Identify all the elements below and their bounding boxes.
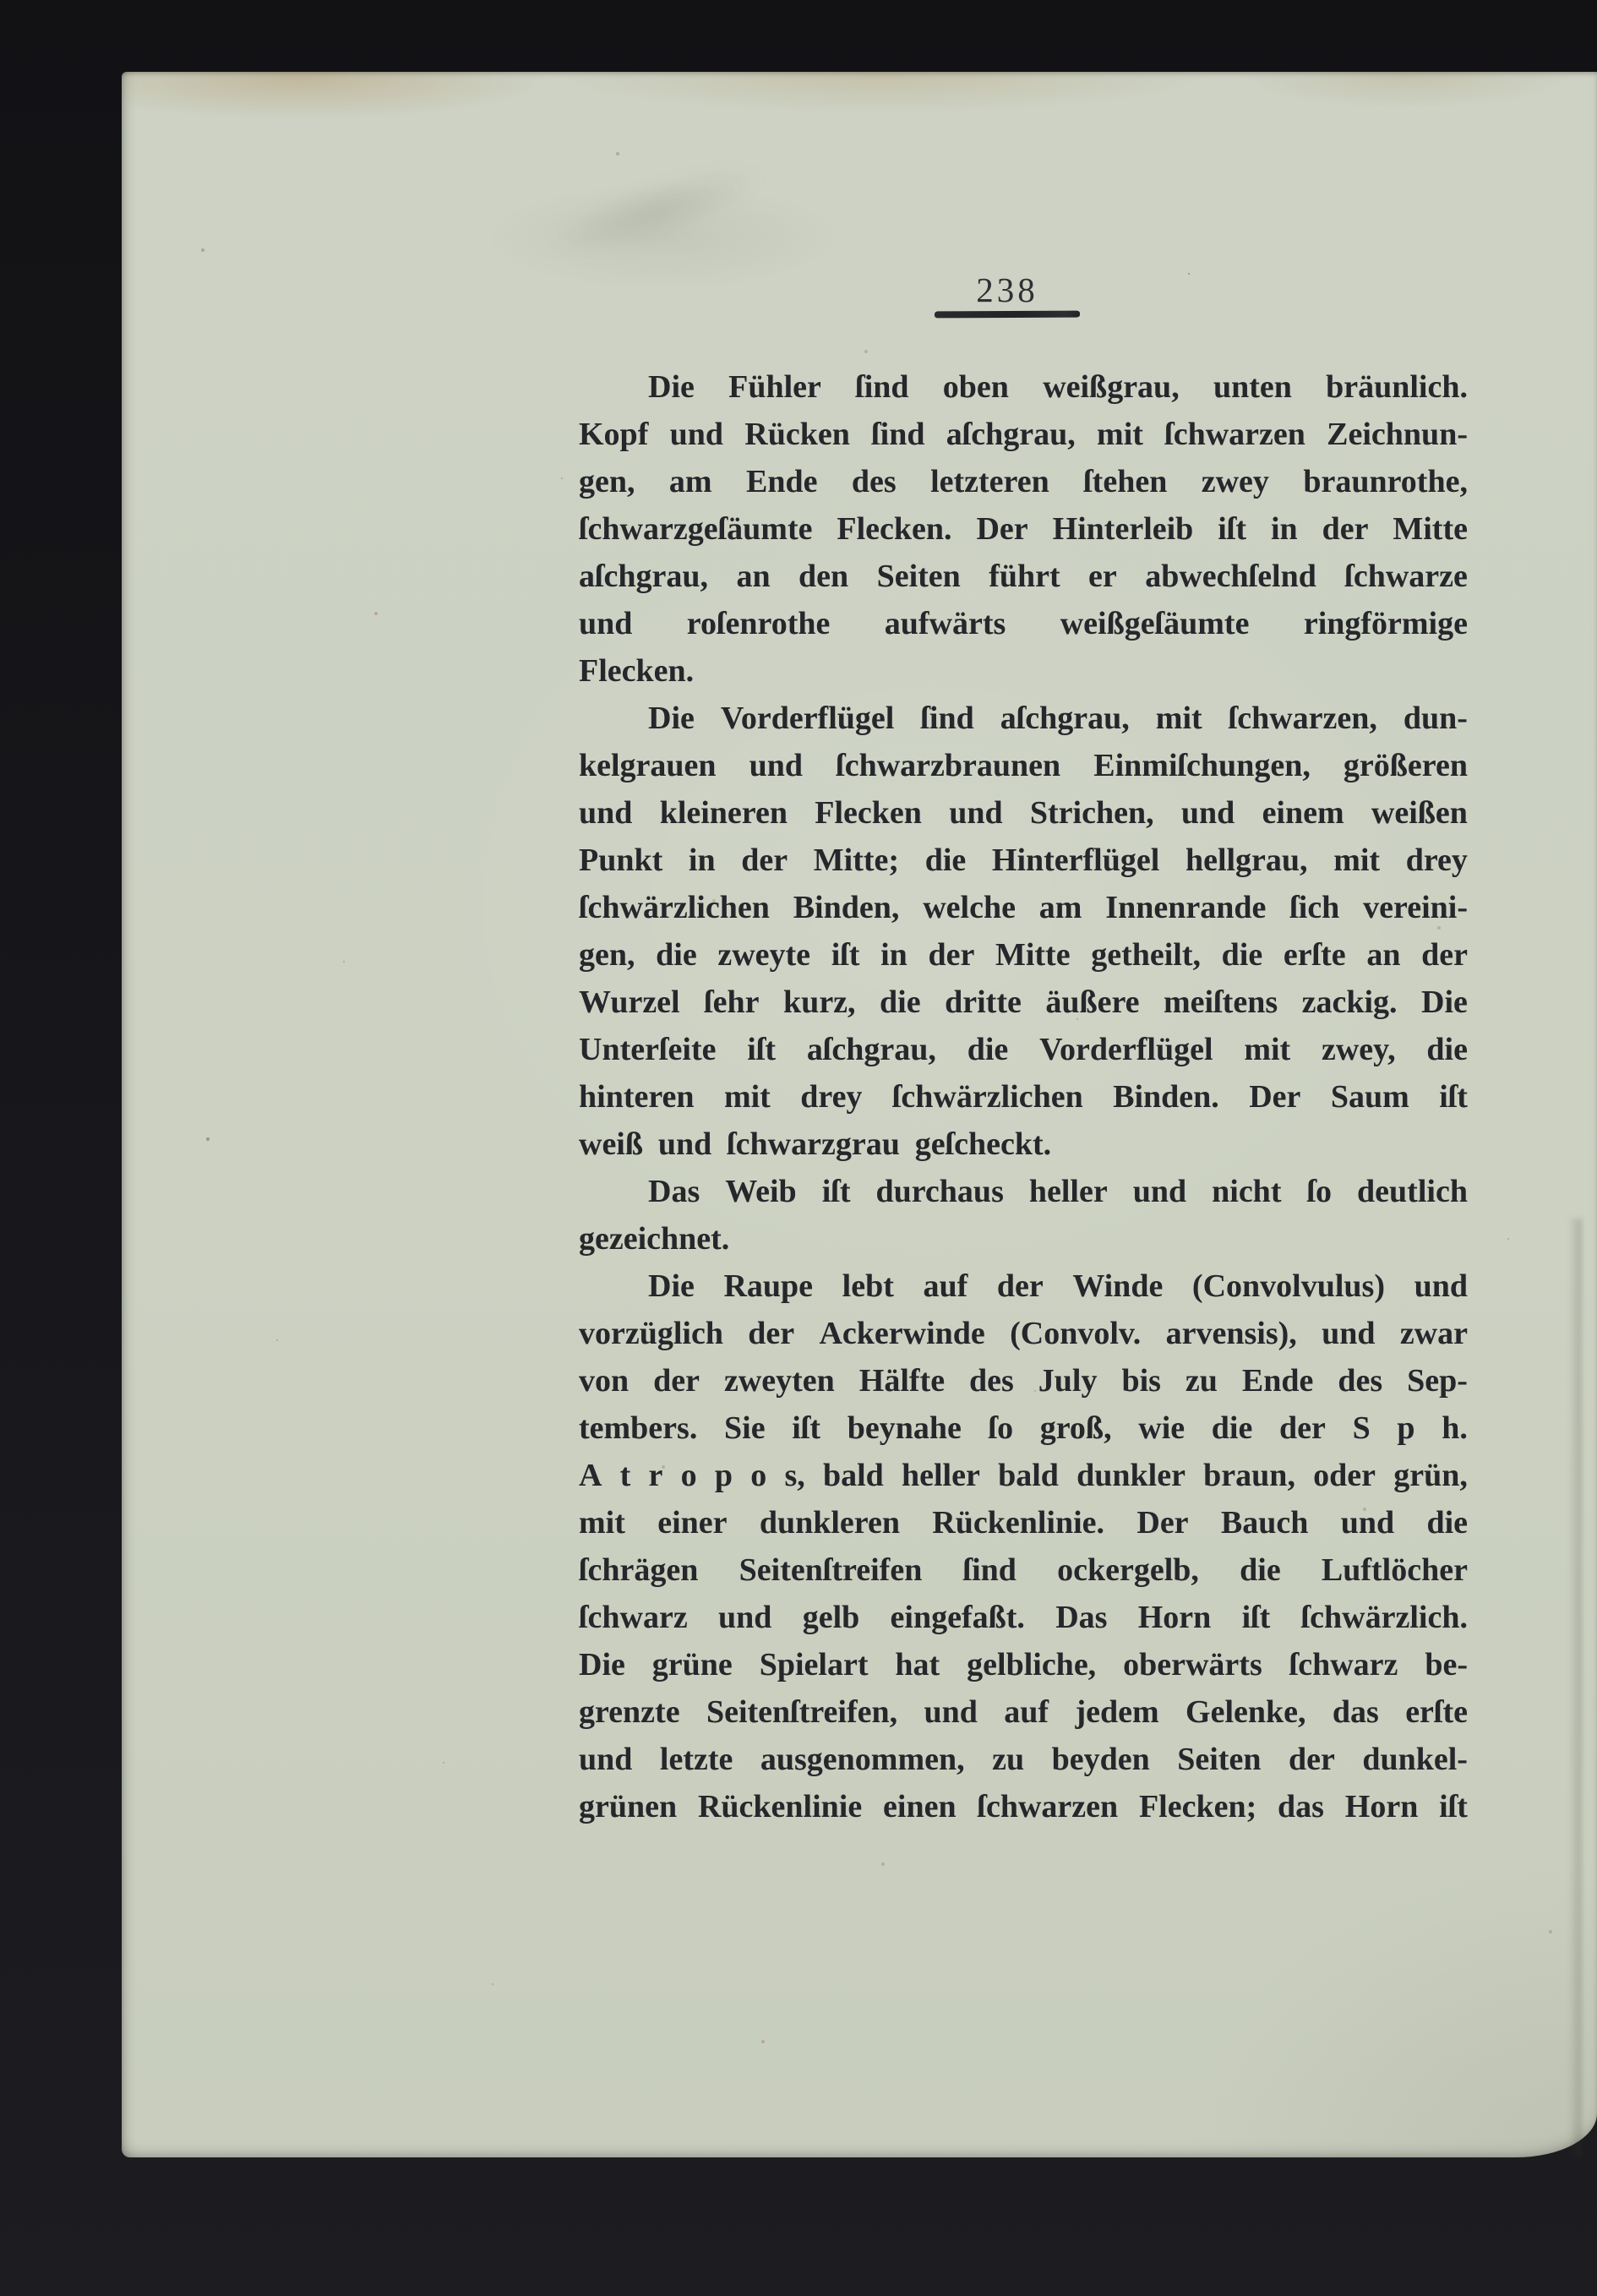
word: Rückenlinie. <box>932 1505 1105 1541</box>
word: die <box>1426 1032 1468 1067</box>
word: iſt <box>1439 1789 1468 1824</box>
word: durchaus <box>875 1174 1004 1209</box>
word: das <box>1332 1694 1379 1730</box>
word: aſchgrau, <box>579 559 709 594</box>
word: die <box>1211 1410 1253 1446</box>
word: in <box>688 843 716 878</box>
word: oben <box>942 369 1009 405</box>
word: erſte <box>1405 1694 1468 1730</box>
word: t <box>619 1458 631 1493</box>
word: oder <box>1313 1458 1376 1493</box>
word: der <box>1279 1410 1326 1446</box>
word: dritte <box>945 984 1022 1020</box>
text-line <box>579 979 1468 1026</box>
text-line <box>579 837 1468 884</box>
word: Die <box>648 701 695 736</box>
word: tembers. <box>579 1410 698 1446</box>
word: grenzte <box>579 1694 680 1730</box>
word: heller <box>1028 1174 1108 1209</box>
word: größeren <box>1343 748 1468 783</box>
word: am <box>1038 890 1082 925</box>
text-line <box>579 931 1468 979</box>
word: auf <box>1004 1694 1049 1730</box>
text-line <box>579 1168 1468 1215</box>
book-page <box>122 72 1597 2157</box>
word: Spielart <box>759 1647 869 1682</box>
word: weißgeſäumte <box>1060 606 1250 641</box>
word: A <box>579 1458 602 1493</box>
word: letzte <box>659 1742 733 1777</box>
word: Flecken. <box>837 511 952 547</box>
word: eingefaßt. <box>890 1600 1025 1635</box>
word: ſind <box>871 417 925 452</box>
word: bis <box>1121 1363 1161 1399</box>
word: Zeichnun- <box>1327 417 1468 452</box>
word: bald <box>822 1458 884 1493</box>
word: Hälfte <box>858 1363 946 1399</box>
word: Die <box>1421 984 1468 1020</box>
text-line <box>579 1263 1468 1310</box>
word: der <box>996 1268 1044 1304</box>
word: Der <box>1136 1505 1189 1541</box>
word: ringförmige <box>1303 606 1468 641</box>
word: beyden <box>1051 1742 1150 1777</box>
page-number-rule <box>935 311 1080 319</box>
word: zwey <box>1201 464 1269 499</box>
word: unten <box>1213 369 1292 405</box>
word: Mitte; <box>813 843 900 878</box>
word: braunrothe, <box>1303 464 1468 499</box>
text-line <box>579 1452 1468 1499</box>
word: ſind <box>962 1552 1017 1588</box>
word: beynahe <box>847 1410 962 1446</box>
word: zwar <box>1399 1316 1468 1351</box>
word: meiſtens <box>1164 984 1278 1020</box>
word: die <box>656 937 697 973</box>
word: weißgrau, <box>1043 369 1180 405</box>
word: Luftlöcher <box>1321 1552 1468 1588</box>
word: die <box>880 984 921 1020</box>
word: ſchwarze <box>1344 559 1468 594</box>
word: bald <box>998 1458 1059 1493</box>
word: von <box>579 1363 630 1399</box>
word: Die <box>648 1268 695 1304</box>
word: p <box>1397 1410 1415 1446</box>
paper-specks <box>122 72 123 74</box>
word: groß, <box>1039 1410 1112 1446</box>
word: ſtehen <box>1083 464 1168 499</box>
text-line: gezeichnet. <box>579 1221 730 1257</box>
word: am <box>668 464 712 499</box>
word: ſchwärzlich. <box>1300 1600 1468 1635</box>
word: Hinterflügel <box>991 843 1160 878</box>
word: hellgrau, <box>1185 843 1308 878</box>
word: der <box>1421 937 1468 973</box>
word: ſchwarzen <box>977 1789 1119 1824</box>
word: Seiten <box>1177 1742 1262 1777</box>
word: dunkleren <box>759 1505 900 1541</box>
word: ſehr <box>704 984 760 1020</box>
text-line <box>579 1499 1468 1546</box>
word: und <box>1414 1268 1468 1304</box>
word: Vorderflügel <box>720 701 895 736</box>
word: o <box>750 1458 767 1493</box>
word: Winde <box>1072 1268 1164 1304</box>
word: iſt <box>1218 511 1247 547</box>
word: Mitte <box>1393 511 1468 547</box>
word: führt <box>989 559 1060 594</box>
word: die <box>924 843 967 878</box>
word: drey <box>800 1079 863 1115</box>
word: Der <box>1249 1079 1301 1115</box>
word: vorzüglich <box>579 1316 723 1351</box>
word: arvensis), <box>1165 1316 1297 1351</box>
word: S <box>1352 1410 1371 1446</box>
word: deutlich <box>1357 1174 1468 1209</box>
word: ſchwarzgeſäumte <box>579 511 813 547</box>
word: mit <box>1155 701 1202 736</box>
word: hinteren <box>579 1079 695 1115</box>
word: p <box>714 1458 733 1493</box>
word: zu <box>1185 1363 1218 1399</box>
text-line <box>579 1310 1468 1357</box>
text-line <box>579 1546 1468 1594</box>
word: ſchwärzlichen <box>891 1079 1083 1115</box>
word: grüne <box>651 1647 733 1682</box>
word: Ende <box>745 464 818 499</box>
word: und <box>1322 1316 1376 1351</box>
word: der <box>1288 1742 1335 1777</box>
word: July <box>1038 1363 1098 1399</box>
word: erſte <box>1283 937 1346 973</box>
word: kelgrauen <box>579 748 717 783</box>
word: und <box>1340 1505 1395 1541</box>
text-line <box>579 1026 1468 1073</box>
word: dun- <box>1403 701 1468 736</box>
word: zweyten <box>723 1363 835 1399</box>
text-line <box>579 695 1468 742</box>
word: ſchwärzlichen <box>579 890 770 925</box>
word: grünen <box>579 1789 678 1824</box>
text-line <box>579 553 1468 600</box>
word: ſind <box>920 701 974 736</box>
word: des <box>851 464 897 499</box>
word: und <box>924 1694 978 1730</box>
word: s, <box>784 1458 805 1493</box>
word: er <box>1088 559 1117 594</box>
word: Sie <box>724 1410 766 1446</box>
text-line <box>579 789 1468 837</box>
word: einen <box>883 1789 957 1824</box>
word: Bauch <box>1220 1505 1309 1541</box>
word: auf <box>923 1268 968 1304</box>
word: gen, <box>579 464 635 499</box>
word: iſt <box>821 1174 851 1209</box>
word: Wurzel <box>579 984 680 1020</box>
word: Die <box>579 1647 625 1682</box>
word: r <box>648 1458 663 1493</box>
word: an <box>736 559 771 594</box>
page-number: 238 <box>976 270 1038 309</box>
word: oberwärts <box>1123 1647 1262 1682</box>
word: heller <box>902 1458 980 1493</box>
word: in <box>1270 511 1298 547</box>
word: einer <box>657 1505 728 1541</box>
word: dunkel- <box>1362 1742 1468 1777</box>
word: das <box>1278 1789 1324 1824</box>
word: Strichen, <box>1029 795 1154 831</box>
word: weißen <box>1371 795 1468 831</box>
word: o <box>680 1458 697 1493</box>
word: gelbliche, <box>967 1647 1097 1682</box>
word: zwey, <box>1322 1032 1396 1067</box>
text-line <box>579 1688 1468 1736</box>
word: ſind <box>855 369 909 405</box>
text-line <box>579 1641 1468 1688</box>
word: Ackerwinde <box>819 1316 985 1351</box>
word: Raupe <box>723 1268 814 1304</box>
word: dunkler <box>1076 1458 1185 1493</box>
text-line <box>579 1736 1468 1783</box>
word: Rücken <box>744 417 850 452</box>
text-line <box>579 411 1468 458</box>
word: Horn <box>1137 1600 1212 1635</box>
word: der <box>928 937 975 973</box>
word: Unterſeite <box>579 1032 717 1067</box>
text-line <box>579 458 1468 505</box>
word: iſt <box>792 1410 821 1446</box>
word: Der <box>976 511 1028 547</box>
word: mit <box>1244 1032 1291 1067</box>
word: ſo <box>1306 1174 1333 1209</box>
word: ſich <box>1289 890 1340 925</box>
word: die <box>1426 1505 1468 1541</box>
word: ſchwarzen <box>1164 417 1305 452</box>
word: braun, <box>1203 1458 1295 1493</box>
word: Die <box>648 369 695 405</box>
word: jedem <box>1075 1694 1159 1730</box>
word: mit <box>1333 843 1381 878</box>
text-line <box>579 742 1468 789</box>
word: und <box>1132 1174 1187 1209</box>
text-line <box>579 505 1468 553</box>
word: aſchgrau, <box>946 417 1076 452</box>
word: der <box>653 1363 700 1399</box>
word: Saum <box>1330 1079 1409 1115</box>
word: der <box>1322 511 1369 547</box>
word: Horn <box>1344 1789 1419 1824</box>
word: Hinterleib <box>1052 511 1194 547</box>
word: Weib <box>725 1174 797 1209</box>
word: ſchwarz <box>579 1600 688 1635</box>
word: und <box>579 1742 633 1777</box>
word: Binden. <box>1113 1079 1219 1115</box>
word: und <box>718 1600 772 1635</box>
word: iſt <box>831 937 860 973</box>
word: die <box>1221 937 1263 973</box>
word: zackig. <box>1301 984 1398 1020</box>
word: mit <box>579 1505 625 1541</box>
word: iſt <box>1439 1079 1468 1115</box>
text-line <box>579 600 1468 647</box>
word: einem <box>1262 795 1344 831</box>
word: ſchwarz <box>1289 1647 1398 1682</box>
word: ausgenommen, <box>760 1742 965 1777</box>
word: letzteren <box>930 464 1049 499</box>
word: Binden, <box>793 890 900 925</box>
word: Fühler <box>728 369 821 405</box>
word: und <box>1180 795 1235 831</box>
text-line <box>579 1783 1468 1830</box>
word: mit <box>723 1079 771 1115</box>
word: (Convolvulus) <box>1191 1268 1385 1304</box>
word: be- <box>1425 1647 1468 1682</box>
word: ſchwarzbraunen <box>836 748 1061 783</box>
word: Vorderflügel <box>1039 1032 1213 1067</box>
word: Rückenlinie <box>697 1789 863 1824</box>
word: Ende <box>1241 1363 1314 1399</box>
word: Das <box>648 1174 700 1209</box>
word: Seitenſtreifen <box>739 1552 923 1588</box>
word: und <box>579 606 633 641</box>
word: der <box>748 1316 795 1351</box>
word: aſchgrau, <box>1000 701 1130 736</box>
word: zweyte <box>717 937 811 973</box>
text-line: weiß und ſchwarzgrau geſcheckt. <box>579 1126 1052 1162</box>
body-text <box>579 363 1468 1830</box>
word: und <box>579 795 633 831</box>
word: und <box>949 795 1003 831</box>
word: bräunlich. <box>1326 369 1468 405</box>
word: Sep- <box>1407 1363 1468 1399</box>
word: abwechſelnd <box>1145 559 1316 594</box>
page-number-block <box>935 271 1080 308</box>
text-line <box>579 1357 1468 1404</box>
word: kleineren <box>659 795 788 831</box>
word: ockergelb, <box>1057 1552 1199 1588</box>
word: iſt <box>1241 1600 1271 1635</box>
text-line <box>579 1073 1468 1121</box>
word: der <box>741 843 788 878</box>
word: des <box>1338 1363 1383 1399</box>
text-line: Flecken. <box>579 653 695 689</box>
word: und <box>749 748 804 783</box>
word: Kopf <box>579 417 649 452</box>
word: mit <box>1097 417 1143 452</box>
word: gelb <box>802 1600 860 1635</box>
text-line <box>579 1594 1468 1641</box>
word: getheilt, <box>1091 937 1202 973</box>
word: wie <box>1138 1410 1185 1446</box>
word: hat <box>895 1647 940 1682</box>
word: des <box>969 1363 1014 1399</box>
word: Flecken <box>815 795 922 831</box>
word: roſenrothe <box>686 606 831 641</box>
word: aſchgrau, <box>806 1032 936 1067</box>
word: aufwärts <box>884 606 1006 641</box>
word: (Convolv. <box>1010 1316 1142 1351</box>
word: lebt <box>842 1268 894 1304</box>
word: drey <box>1405 843 1468 878</box>
word: welche <box>923 890 1016 925</box>
word: Punkt <box>579 843 663 878</box>
word: Seiten <box>876 559 961 594</box>
word: h. <box>1442 1410 1468 1446</box>
word: grün, <box>1393 1458 1468 1493</box>
word: und <box>669 417 724 452</box>
word: ſo <box>988 1410 1014 1446</box>
text-line <box>579 363 1468 411</box>
word: ſchrägen <box>579 1552 699 1588</box>
word: gen, <box>579 937 635 973</box>
text-line <box>579 1404 1468 1452</box>
paper-smudge <box>541 146 776 273</box>
word: Gelenke, <box>1185 1694 1306 1730</box>
word: zu <box>992 1742 1025 1777</box>
word: Flecken; <box>1138 1789 1257 1824</box>
word: Seitenſtreifen, <box>706 1694 898 1730</box>
word: den <box>798 559 849 594</box>
word: iſt <box>747 1032 777 1067</box>
word: nicht <box>1212 1174 1282 1209</box>
word: Innenrande <box>1105 890 1267 925</box>
word: vereini- <box>1363 890 1468 925</box>
text-line <box>579 884 1468 931</box>
word: äußere <box>1045 984 1140 1020</box>
word: die <box>1240 1552 1281 1588</box>
word: Mitte <box>995 937 1071 973</box>
word: in <box>880 937 908 973</box>
page-edge-crease <box>1568 1219 1582 2157</box>
word: an <box>1366 937 1401 973</box>
word: die <box>967 1032 1009 1067</box>
word: Einmiſchungen, <box>1093 748 1311 783</box>
word: kurz, <box>783 984 856 1020</box>
word: ſchwarzen, <box>1228 701 1377 736</box>
word: Das <box>1055 1600 1108 1635</box>
